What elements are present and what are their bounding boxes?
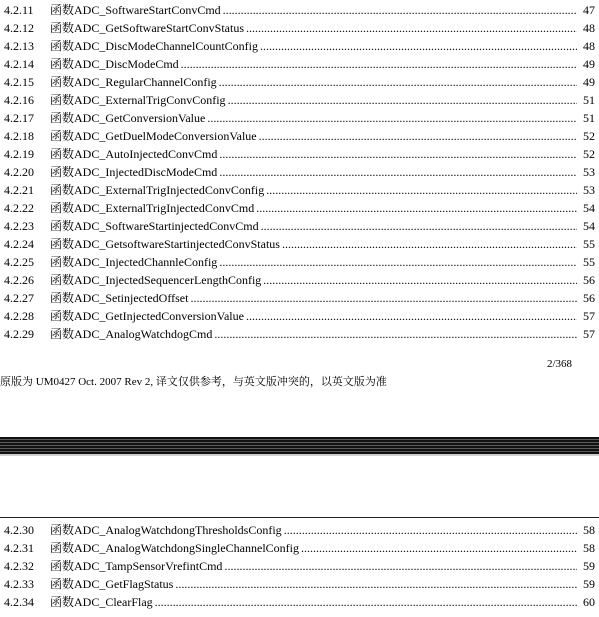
toc-dot-leader [219,163,577,181]
toc-entry-number: 4.2.33 [4,577,34,591]
toc-entry-title: 函数ADC_AutoInjectedConvCmd [50,147,218,161]
toc-entry-number: 4.2.18 [4,129,34,143]
toc-dot-leader [181,55,577,73]
toc-entry-number: 4.2.13 [4,39,34,53]
toc-entry-title: 函数ADC_GetConversionValue [50,111,206,125]
toc-entry[interactable] [4,163,595,181]
footer-note: 原版为 UM0427 Oct. 2007 Rev 2, 译文仅供参考，与英文版冲突的，以英文版为准 [0,376,387,388]
toc-entry-title: 函数ADC_GetsoftwareStartinjectedConvStatus [50,237,280,251]
toc-entry-title: 函数ADC_SoftwareStartConvCmd [50,3,221,17]
page-number: 2/368 [547,358,573,370]
toc-list-top [4,1,595,343]
toc-entry-page: 56 [583,291,595,305]
toc-entry-number: 4.2.26 [4,273,34,287]
toc-entry-page: 60 [583,595,595,609]
toc-entry-page: 55 [583,237,595,251]
toc-dot-leader [219,73,577,91]
toc-entry-page: 52 [583,129,595,143]
toc-entry[interactable] [4,235,595,253]
toc-dot-leader [223,1,577,19]
toc-list-bottom [4,521,595,611]
toc-dot-leader [224,557,577,575]
toc-entry[interactable] [4,521,595,539]
toc-entry-title: 函数ADC_AnalogWatchdongThresholdsConfig [50,523,282,537]
toc-entry-number: 4.2.31 [4,541,34,555]
toc-dot-leader [214,325,577,343]
toc-entry-number: 4.2.21 [4,183,34,197]
toc-entry-page: 59 [583,577,595,591]
toc-entry[interactable] [4,253,595,271]
toc-entry-number: 4.2.20 [4,165,34,179]
toc-entry[interactable] [4,217,595,235]
toc-entry-page: 59 [583,559,595,573]
toc-dot-leader [259,127,577,145]
toc-entry-title: 函数ADC_InjectedSequencerLengthConfig [50,273,262,287]
toc-entry-number: 4.2.19 [4,147,34,161]
toc-entry-title: 函数ADC_ExternalTrigConvConfig [50,93,226,107]
toc-dot-leader [175,575,577,593]
toc-entry-number: 4.2.12 [4,21,34,35]
toc-entry-page: 49 [583,57,595,71]
toc-entry-title: 函数ADC_GetSoftwareStartConvStatus [50,21,244,35]
toc-entry-title: 函数ADC_ExternalTrigInjectedConvCmd [50,201,255,215]
toc-entry-title: 函数ADC_SetinjectedOffset [50,291,189,305]
toc-entry-title: 函数ADC_TampSensorVrefintCmd [50,559,223,573]
toc-entry-number: 4.2.24 [4,237,34,251]
toc-entry-title: 函数ADC_AnalogWatchdogCmd [50,327,213,341]
toc-entry-page: 48 [583,21,595,35]
toc-entry[interactable] [4,109,595,127]
toc-dot-leader [260,37,577,55]
toc-entry[interactable] [4,181,595,199]
toc-entry-page: 55 [583,255,595,269]
toc-entry-page: 48 [583,39,595,53]
toc-dot-leader [246,19,577,37]
toc-entry-title: 函数ADC_RegularChannelConfig [50,75,217,89]
toc-entry-title: 函数ADC_GetFlagStatus [50,577,174,591]
toc-dot-leader [282,235,577,253]
toc-entry-number: 4.2.14 [4,57,34,71]
toc-entry-title: 函数ADC_InjectedChannleConfig [50,255,218,269]
toc-entry[interactable] [4,199,595,217]
toc-entry[interactable] [4,91,595,109]
toc-entry[interactable] [4,73,595,91]
toc-entry[interactable] [4,55,595,73]
toc-entry-title: 函数ADC_DiscModeCmd [50,57,179,71]
toc-entry-page: 58 [583,523,595,537]
toc-dot-leader [207,109,577,127]
toc-dot-leader [228,91,577,109]
toc-entry[interactable] [4,325,595,343]
toc-dot-leader [256,199,577,217]
toc-entry-page: 56 [583,273,595,287]
toc-entry[interactable] [4,539,595,557]
toc-entry[interactable] [4,289,595,307]
toc-dot-leader [219,145,577,163]
toc-entry[interactable] [4,37,595,55]
toc-entry-page: 53 [583,165,595,179]
toc-entry-page: 47 [583,3,595,17]
toc-entry[interactable] [4,127,595,145]
toc-entry[interactable] [4,307,595,325]
toc-entry-number: 4.2.27 [4,291,34,305]
toc-entry[interactable] [4,575,595,593]
toc-dot-leader [219,253,577,271]
toc-dot-leader [301,539,577,557]
toc-dot-leader [190,289,577,307]
toc-entry[interactable] [4,557,595,575]
toc-entry[interactable] [4,271,595,289]
toc-entry-number: 4.2.29 [4,327,34,341]
toc-dot-leader [284,521,577,539]
toc-entry[interactable] [4,1,595,19]
toc-entry-title: 函数ADC_AnalogWatchdongSingleChannelConfig [50,541,300,555]
toc-entry-number: 4.2.23 [4,219,34,233]
toc-entry-number: 4.2.11 [4,3,34,17]
toc-entry-number: 4.2.17 [4,111,34,125]
toc-entry-title: 函数ADC_DiscModeChannelCountConfig [50,39,258,53]
toc-entry[interactable] [4,19,595,37]
toc-entry[interactable] [4,593,595,611]
toc-entry-number: 4.2.16 [4,93,34,107]
toc-entry-title: 函数ADC_ClearFlag [50,595,153,609]
toc-entry[interactable] [4,145,595,163]
toc-entry-page: 57 [583,327,595,341]
toc-entry-page: 54 [583,201,595,215]
toc-entry-page: 58 [583,541,595,555]
toc-entry-page: 53 [583,183,595,197]
toc-entry-number: 4.2.28 [4,309,34,323]
page-break-shadow [0,454,599,456]
toc-entry-number: 4.2.15 [4,75,34,89]
toc-entry-page: 51 [583,111,595,125]
toc-entry-page: 57 [583,309,595,323]
header-rule [0,517,599,518]
toc-entry-page: 51 [583,93,595,107]
toc-entry-title: 函数ADC_ExternalTrigInjectedConvConfig [50,183,265,197]
toc-entry-number: 4.2.32 [4,559,34,573]
toc-entry-number: 4.2.22 [4,201,34,215]
toc-entry-number: 4.2.30 [4,523,34,537]
toc-entry-page: 54 [583,219,595,233]
toc-dot-leader [261,217,577,235]
toc-entry-number: 4.2.34 [4,595,34,609]
toc-entry-title: 函数ADC_SoftwareStartinjectedConvCmd [50,219,259,233]
toc-entry-title: 函数ADC_InjectedDiscModeCmd [50,165,218,179]
toc-entry-title: 函数ADC_GetDuelModeConversionValue [50,129,257,143]
toc-dot-leader [246,307,577,325]
toc-entry-page: 49 [583,75,595,89]
page-break-band [0,437,599,454]
toc-dot-leader [263,271,577,289]
toc-dot-leader [266,181,577,199]
toc-entry-title: 函数ADC_GetInjectedConversionValue [50,309,244,323]
toc-entry-number: 4.2.25 [4,255,34,269]
toc-dot-leader [155,593,577,611]
toc-entry-page: 52 [583,147,595,161]
